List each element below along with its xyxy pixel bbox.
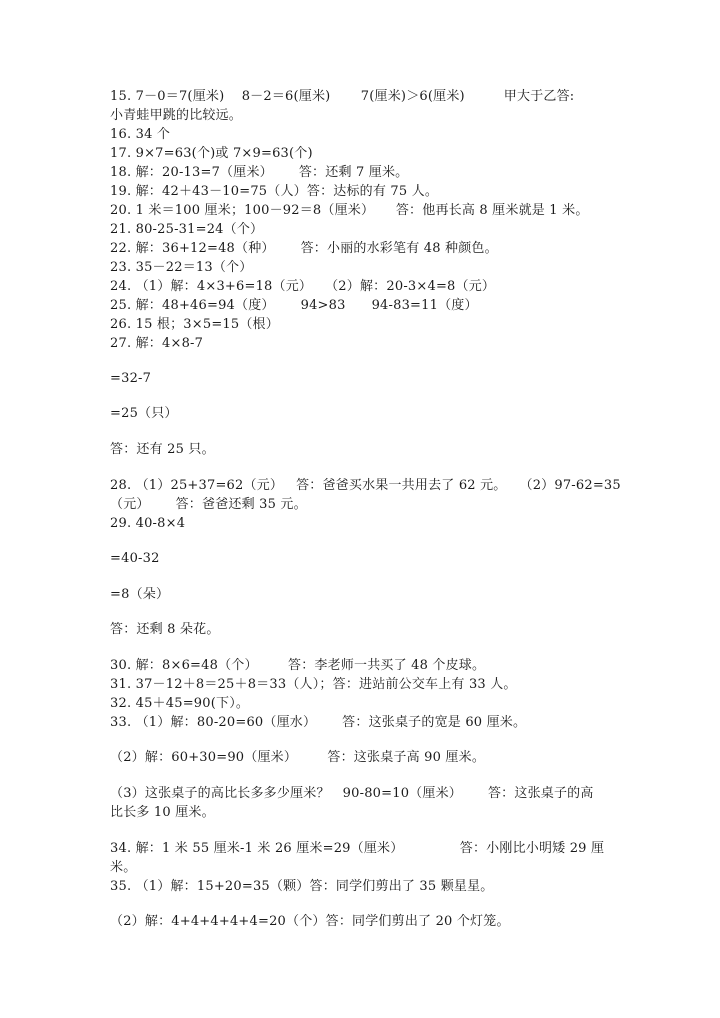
- answer-28-line-1: 28. （1）25+37=62（元） 答：爸爸买水果一共用去了 62 元。 （2）97-62=35: [110, 478, 621, 493]
- answer-29-line-4: 答：还剩 8 朵花。: [110, 622, 220, 637]
- answer-33-line-4: 比长多 10 厘米。: [110, 805, 215, 820]
- answer-35-line-2: （2）解：4+4+4+4+4=20（个）答：同学们剪出了 20 个灯笼。: [110, 914, 510, 929]
- answer-17: 17. 9×7=63(个)或 7×9=63(个): [110, 146, 313, 161]
- answer-16: 16. 34 个: [110, 127, 171, 142]
- answer-33-line-1: 33. （1）解：80-20=60（厘水） 答：这张桌子的宽是 60 厘米。: [110, 715, 527, 730]
- answer-35-line-1: 35. （1）解：15+20=35（颗）答：同学们剪出了 35 颗星星。: [110, 879, 494, 894]
- answer-24: 24. （1）解：4×3+6=18（元） （2）解：20-3×4=8（元）: [110, 279, 496, 294]
- answer-34-line-1: 34. 解：1 米 55 厘米-1 米 26 厘米=29（厘米） 答：小刚比小明矮 29 厘: [110, 841, 605, 856]
- answer-26: 26. 15 根；3×5=15（根）: [110, 317, 279, 332]
- answer-21: 21. 80-25-31=24（个）: [110, 222, 264, 237]
- answer-29-line-3: =8（朵）: [110, 587, 170, 602]
- answer-27-line-4: 答：还有 25 只。: [110, 442, 215, 457]
- answer-15-line-1: 15. 7－0＝7(厘米) 8－2＝6(厘米) 7(厘米)＞6(厘米) 甲大于乙答:: [110, 89, 575, 104]
- answer-27-line-2: =32-7: [110, 371, 152, 386]
- answer-19: 19. 解：42＋43－10=75（人）答：达标的有 75 人。: [110, 184, 439, 199]
- answer-32: 32. 45＋45=90(下）。: [110, 696, 250, 711]
- answer-33-line-2: （2）解：60+30=90（厘米） 答：这张桌子高 90 厘米。: [110, 750, 486, 765]
- answer-22: 22. 解：36+12=48（种） 答：小丽的水彩笔有 48 种颜色。: [110, 241, 498, 256]
- answer-34-line-2: 米。: [110, 860, 137, 875]
- answer-29-line-2: =40-32: [110, 551, 160, 566]
- answer-29-line-1: 29. 40-8×4: [110, 516, 186, 531]
- answer-31: 31. 37－12＋8＝25＋8＝33（人）；答：进站前公交车上有 33 人。: [110, 677, 517, 692]
- answer-15-line-2: 小青蛙甲跳的比较远。: [110, 108, 243, 123]
- answer-20: 20. 1 米＝100 厘米；100－92＝8（厘米） 答：他再长高 8 厘米就是 1 米。: [110, 203, 589, 218]
- answer-25: 25. 解：48+46=94（度） 94>83 94-83=11（度）: [110, 298, 478, 313]
- answer-18: 18. 解：20-13=7（厘米） 答：还剩 7 厘米。: [110, 165, 409, 180]
- answer-33-line-3: （3）这张桌子的高比长多多少厘米？ 90-80=10（厘米） 答：这张桌子的高: [110, 786, 594, 801]
- answer-30: 30. 解：8×6=48（个） 答：李老师一共买了 48 个皮球。: [110, 658, 486, 673]
- answer-23: 23. 35－22＝13（个）: [110, 260, 253, 275]
- answer-27-line-1: 27. 解：4×8-7: [110, 336, 204, 351]
- answer-28-line-2: （元） 答：爸爸还剩 35 元。: [110, 497, 307, 512]
- answer-27-line-3: =25（只）: [110, 406, 178, 421]
